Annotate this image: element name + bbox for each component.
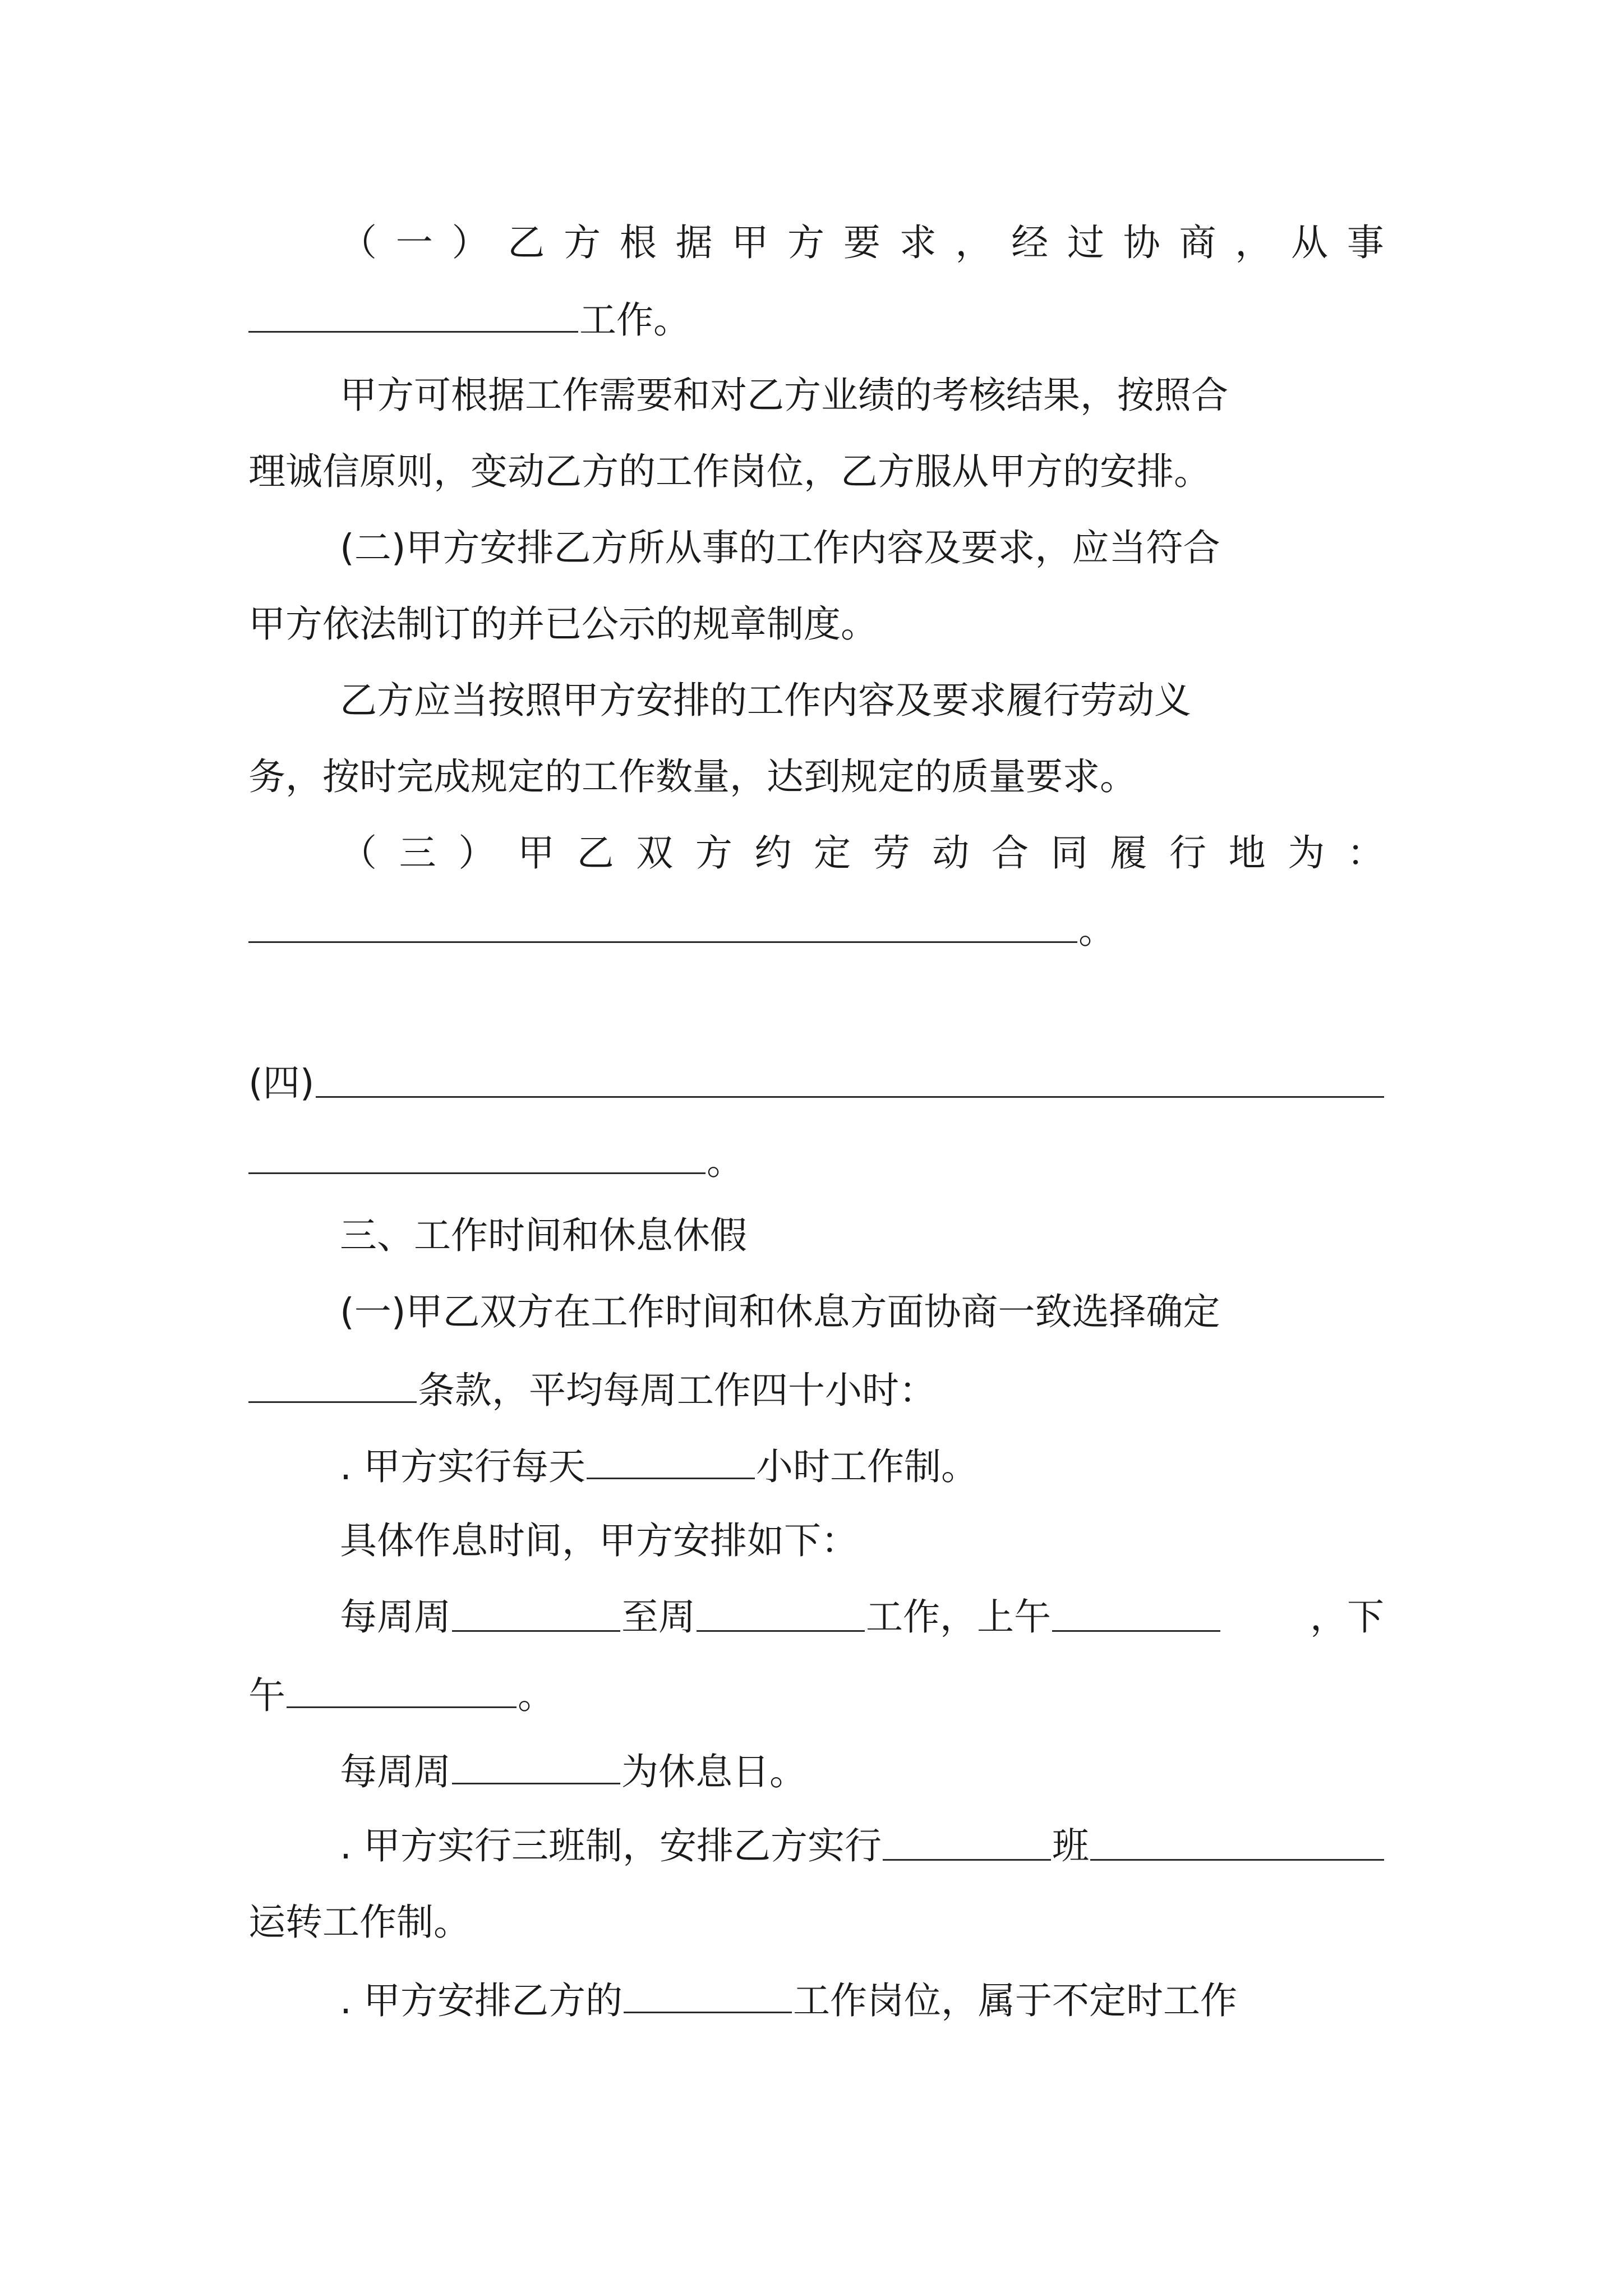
char: 约 [754,831,792,875]
morning-label: 工作，上午 [866,1595,1051,1639]
char: 从 [1291,221,1329,264]
char: 方 [564,221,601,264]
shift-line-1 [340,1815,1384,1877]
afternoon-label: ，下 [1310,1595,1384,1639]
option-blank[interactable] [248,1358,417,1403]
flexible-hours-label: . 甲方安排乙方的 [340,1979,623,2022]
char: 据 [675,221,713,264]
char: 根 [619,221,657,264]
char: 一 [395,221,433,264]
char: 动 [932,831,970,875]
shift-line-2: 运转工作制。 [248,1901,471,1944]
char: 地 [1228,831,1266,875]
to-day-label: 至周 [621,1595,695,1639]
char: 协 [1123,221,1160,264]
char: 乙 [577,831,614,875]
flexible-hours-tail: 工作岗位，属于不定时工作 [792,1979,1237,2022]
morning-blank[interactable] [1052,1586,1220,1632]
schedule-intro: 具体作息时间，甲方安排如下： [340,1519,858,1562]
clause-4-label: (四) [248,1061,315,1105]
daily-hours-line [340,1434,1384,1498]
rest-day-line [340,1739,1384,1803]
char: 履 [1110,831,1147,875]
time-clause-1-tail: 条款，平均每周工作四十小时： [418,1369,936,1412]
char: 经 [1011,221,1049,264]
char: 乙 [508,221,545,264]
clause-3-line-2 [248,898,1384,961]
workplace-blank[interactable] [248,898,1077,943]
daily-hours-label: . 甲方实行每天 [340,1445,585,1488]
afternoon-label-cont: 午 [248,1674,285,1717]
clause-4-line-1 [248,1052,1384,1114]
daily-hours-blank[interactable] [587,1434,755,1479]
clause-1-tail: 工作。 [579,298,690,342]
char: 双 [636,831,674,875]
char: ） [451,221,489,264]
daily-hours-tail: 小时工作制。 [755,1445,978,1488]
job-blank[interactable] [248,287,578,333]
char: 定 [814,831,851,875]
clause-4-line-2 [248,1129,1384,1193]
shift-label: . 甲方实行三班制，安排乙方实行 [340,1824,882,1867]
from-day-blank[interactable] [452,1586,620,1632]
clause-3-tail: 。 [1078,909,1115,952]
paragraph-2-line-1: 乙方应当按照甲方安排的工作内容及要求履行劳动义 [340,679,1191,722]
char: 求 [899,221,937,264]
clause-4-tail: 。 [707,1140,744,1183]
char: ， [1235,221,1272,264]
char: 合 [992,831,1029,875]
position-blank[interactable] [624,1968,792,2013]
from-day-label: 每周周 [340,1595,451,1639]
rest-day-blank[interactable] [452,1739,620,1784]
char: （ [340,831,377,875]
shift-unit: 班 [1052,1824,1089,1867]
char: 过 [1067,221,1104,264]
char: 同 [1050,831,1088,875]
clause-4-blank-2[interactable] [248,1129,706,1174]
spacer [1221,1586,1310,1648]
char: 甲 [517,831,555,875]
paragraph-1-line-2: 理诚信原则，变动乙方的工作岗位，乙方服从甲方的安排。 [248,450,1211,493]
time-clause-1-line-2 [248,1358,1384,1421]
clause-3-line-1 [340,822,1384,884]
time-clause-1-line-1: (一)甲乙双方在工作时间和休息方面协商一致选择确定 [340,1290,1220,1333]
char: 方 [695,831,732,875]
char: 方 [787,221,825,264]
clause-4-blank[interactable] [316,1052,1385,1098]
rest-day-tail: 为休息日。 [621,1750,806,1793]
char: 行 [1169,831,1206,875]
weekly-schedule-line-2 [248,1663,1384,1727]
schedule-tail: 。 [518,1674,555,1717]
char: 要 [843,221,880,264]
paragraph-2-line-2: 务，按时完成规定的工作数量，达到规定的质量要求。 [248,755,1137,798]
char: 劳 [873,831,910,875]
clause-1-line-1 [340,212,1384,274]
char: 商 [1179,221,1216,264]
shift-blank-1[interactable] [883,1815,1051,1861]
char: 为 [1288,831,1325,875]
clause-2-line-1: (二)甲方安排乙方所从事的工作内容及要求，应当符合 [340,526,1220,569]
char: ， [955,221,993,264]
char: ） [458,831,496,875]
section-3-heading: 三、工作时间和休息休假 [340,1214,747,1257]
char: 甲 [731,221,769,264]
clause-2-line-2: 甲方依法制订的并已公示的规章制度。 [248,602,878,646]
shift-blank-2[interactable] [1090,1815,1384,1861]
paragraph-1-line-1: 甲方可根据工作需要和对乙方业绩的考核结果，按照合 [340,374,1228,417]
rest-day-label: 每周周 [340,1750,451,1793]
char: ： [1347,831,1384,875]
char: （ [340,221,377,264]
char: 事 [1347,221,1384,264]
weekly-schedule-line-1 [340,1586,1384,1648]
flexible-hours-line [340,1968,1384,2032]
afternoon-blank[interactable] [287,1663,517,1708]
clause-1-line-2 [248,287,1384,351]
char: 三 [399,831,436,875]
to-day-blank[interactable] [697,1586,865,1632]
